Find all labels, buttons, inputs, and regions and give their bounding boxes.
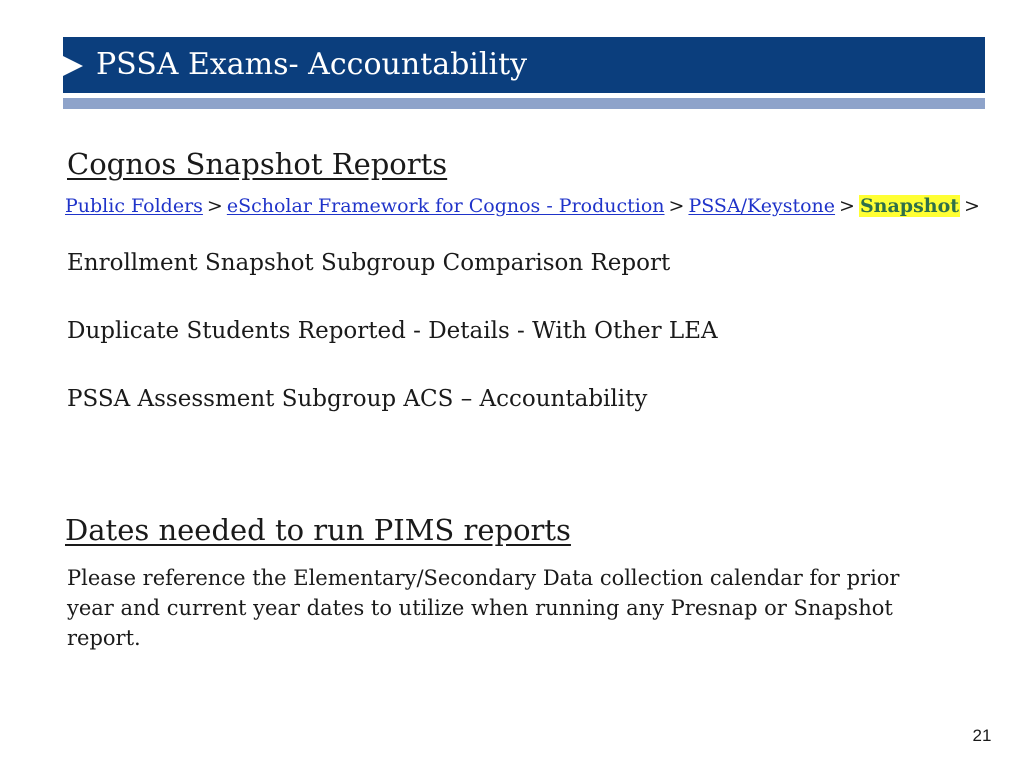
breadcrumb-pssa-keystone[interactable]: PSSA/Keystone	[688, 195, 836, 217]
breadcrumb-separator: >	[839, 195, 855, 217]
breadcrumb-separator: >	[206, 195, 223, 217]
report-item: Enrollment Snapshot Subgroup Comparison Report	[67, 250, 671, 276]
report-item: Duplicate Students Reported - Details - With Other LEA	[67, 318, 718, 344]
cognos-section-heading: Cognos Snapshot Reports	[67, 147, 448, 181]
breadcrumb-current-snapshot: Snapshot	[859, 195, 960, 217]
breadcrumb-public-folders[interactable]: Public Folders	[65, 195, 203, 217]
breadcrumb-escholar-framework[interactable]: eScholar Framework for Cognos - Production	[226, 195, 665, 217]
page-number: 21	[972, 726, 992, 745]
report-item: PSSA Assessment Subgroup ACS – Accountability	[67, 386, 648, 412]
pims-dates-paragraph: Please reference the Elementary/Secondary Data collection calendar for prior year and current year dates to utilize when running any Presnap or Snapshot report.	[67, 566, 900, 650]
breadcrumb-separator: >	[668, 195, 685, 217]
title-arrow-icon	[63, 56, 83, 76]
slide-title-bar	[63, 37, 985, 93]
breadcrumb	[65, 193, 984, 219]
slide-title: PSSA Exams- Accountability	[96, 47, 528, 82]
pims-dates-heading: Dates needed to run PIMS reports	[65, 513, 571, 547]
breadcrumb-separator: >	[964, 195, 980, 217]
title-underbar	[63, 98, 985, 109]
